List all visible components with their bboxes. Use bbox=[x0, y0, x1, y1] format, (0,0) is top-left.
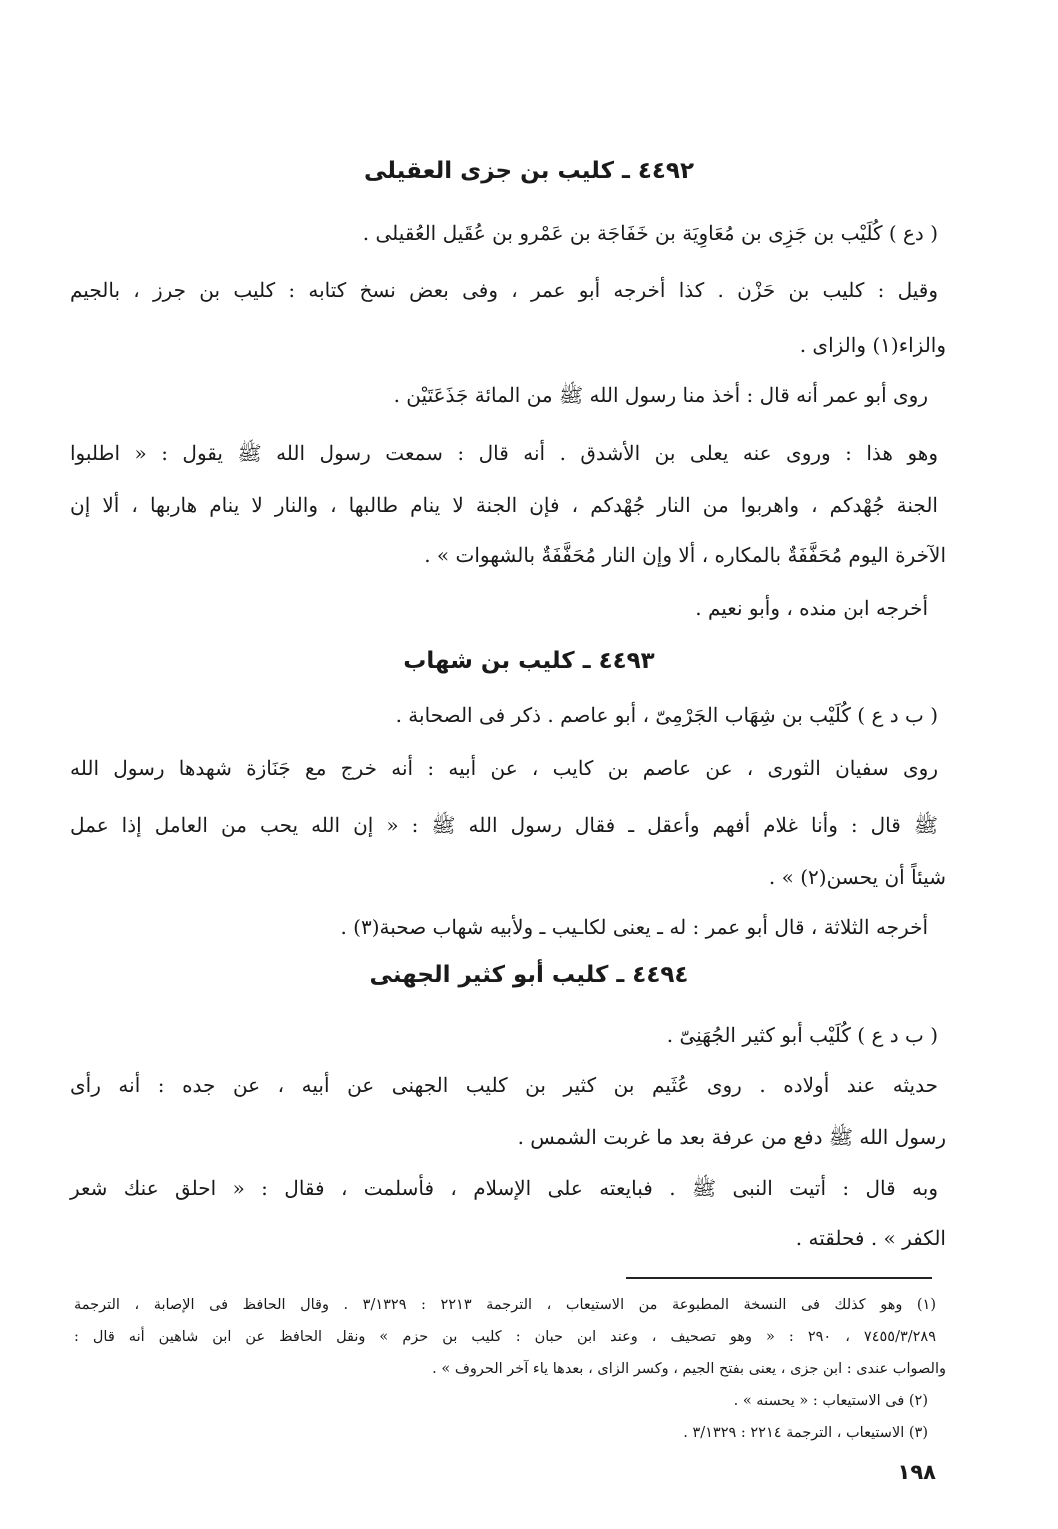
entry-title: ٤٤٩٤ ـ كليب أبو كثير الجهنى bbox=[369, 962, 689, 988]
footnote-line: (٣) الاستيعاب ، الترجمة ٢٢١٤ : ٣/١٣٢٩ . bbox=[683, 1425, 928, 1441]
entry-line: الكفر » . فحلقته . bbox=[795, 1226, 946, 1250]
entry-line: ( دع ) كُلَيْب بن جَزِى بن مُعَاوِيَة بن خَفَاجَة بن عَمْرو بن عُقَيل العُقيلى . bbox=[362, 221, 938, 245]
footnote-line: والصواب عندى : ابن جزى ، يعنى بفتح الجيم ، وكسر الزاى ، بعدها ياء آخر الحروف » . bbox=[432, 1361, 946, 1377]
footnote-line: (١) وهو كذلك فى النسخة المطبوعة من الاستيعاب ، الترجمة ٢٢١٣ : ٣/١٣٢٩ . وقال الحافظ فى الإصابة ، الترجمة bbox=[74, 1297, 936, 1313]
entry-title: ٤٤٩٢ ـ كليب بن جزى العقيلى bbox=[364, 158, 694, 184]
entry-line: وهو هذا : وروى عنه يعلى بن الأشدق . أنه قال : سمعت رسول الله ﷺ يقول : « اطلبوا bbox=[70, 441, 938, 465]
page-number: ١٩٨ bbox=[897, 1460, 936, 1484]
entry-line: حديثه عند أولاده . روى عُثَيم بن كثير بن كليب الجهنى عن أبيه ، عن جده : أنه رأى bbox=[70, 1073, 938, 1097]
entry-line: والزاء(١) والزاى . bbox=[799, 333, 946, 357]
entry-line: أخرجه الثلاثة ، قال أبو عمر : له ـ يعنى لكاـيب ـ ولأبيه شهاب صحبة(٣) . bbox=[340, 915, 928, 939]
entry-line: شيئاً أن يحسن(٢) » . bbox=[768, 865, 946, 889]
entry-line: أخرجه ابن منده ، وأبو نعيم . bbox=[695, 596, 928, 620]
entry-line: روى سفيان الثورى ، عن عاصم بن كايب ، عن أبيه : أنه خرج مع جَنَازة شهدها رسول الله bbox=[70, 756, 938, 780]
entry-line: ( ب د ع ) كُلَيْب بن شِهَاب الجَرْمِىّ ، أبو عاصم . ذكر فى الصحابة . bbox=[395, 703, 938, 727]
entry-line: وقيل : كليب بن حَزْن . كذا أخرجه أبو عمر ، وفى بعض نسخ كتابه : كليب بن جرز ، بالجيم bbox=[70, 278, 938, 302]
entry-title: ٤٤٩٣ ـ كليب بن شهاب bbox=[403, 648, 655, 674]
entry-line: ﷺ قال : وأنا غلام أفهم وأعقل ـ فقال رسول الله ﷺ : « إن الله يحب من العامل إذا عمل bbox=[70, 813, 938, 837]
entry-line: ( ب د ع ) كُلَيْب أبو كثير الجُهَنِىّ . bbox=[666, 1023, 938, 1047]
footnote-separator bbox=[626, 1277, 932, 1279]
entry-line: وبه قال : أتيت النبى ﷺ . فبايعته على الإسلام ، فأسلمت ، فقال : « احلق عنك شعر bbox=[70, 1176, 938, 1200]
entry-line: الجنة جُهْدكم ، واهربوا من النار جُهْدكم ، فإن الجنة لا ينام طالبها ، والنار لا ينام هاربها ، ألا إن bbox=[70, 493, 938, 517]
entry-line: روى أبو عمر أنه قال : أخذ منا رسول الله ﷺ من المائة جَذَعَتَيْن . bbox=[393, 383, 928, 407]
footnote-line: (٢) فى الاستيعاب : « يحسنه » . bbox=[733, 1393, 928, 1409]
footnote-line: ٧٤٥٥/٣/٢٨٩ ، ٢٩٠ : « وهو تصحيف ، وعند ابن حبان : كليب بن حزم » ونقل الحافظ عن ابن شاهين أنه قال : bbox=[74, 1329, 936, 1345]
entry-line: الآخرة اليوم مُحَفَّفَةٌ بالمكاره ، ألا وإن النار مُحَفَّفَةٌ بالشهوات » . bbox=[424, 543, 946, 567]
entry-line: رسول الله ﷺ دفع من عرفة بعد ما غربت الشمس . bbox=[517, 1125, 946, 1149]
